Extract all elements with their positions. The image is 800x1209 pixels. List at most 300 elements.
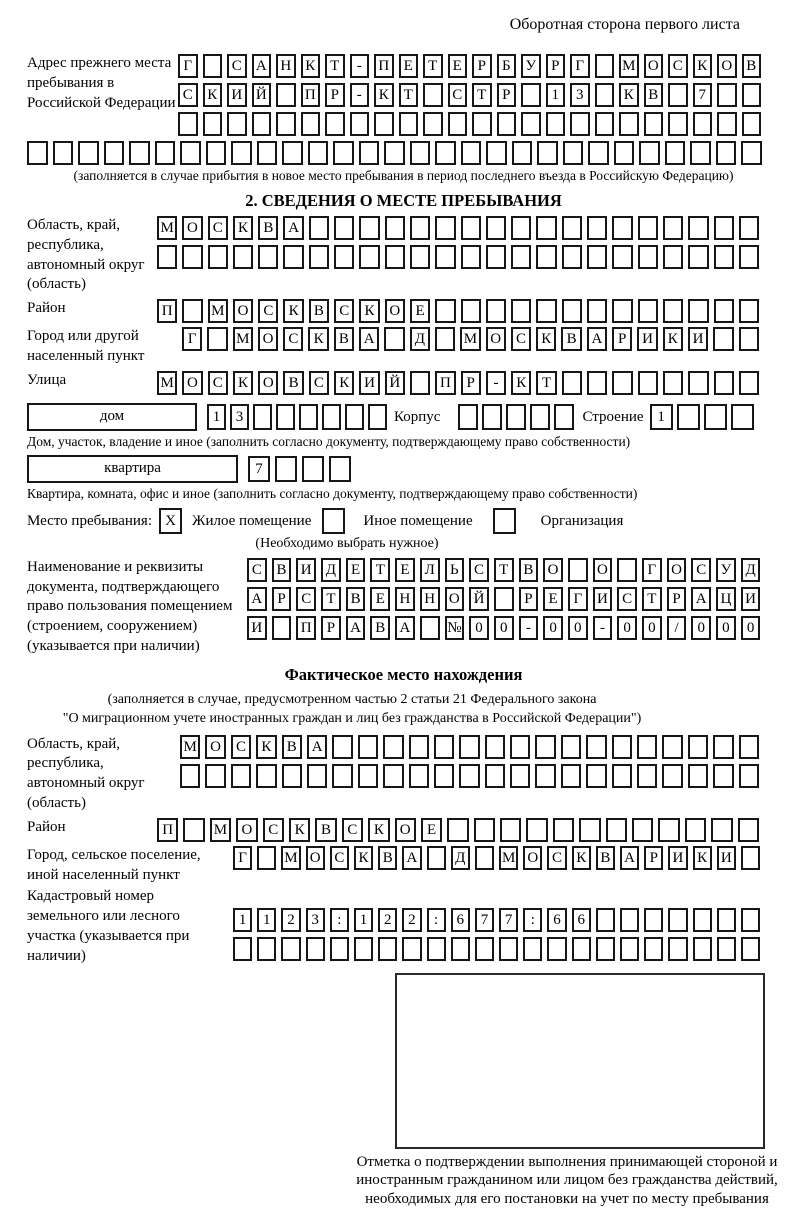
- street-grid: [157, 371, 759, 395]
- prev-address-caption: (заполняется в случае прибытия в новое место пребывания в период последнего въезда в Российскую Федерацию): [73, 168, 734, 183]
- char-cell: [714, 245, 734, 269]
- char-cell: [486, 141, 507, 165]
- char-cell: [359, 141, 380, 165]
- char-cell: [180, 141, 201, 165]
- char-cell: Т: [321, 587, 341, 611]
- char-cell: Е: [543, 587, 563, 611]
- char-cell: 0: [469, 616, 489, 640]
- char-cell: [741, 937, 760, 961]
- actual-district-label: Район: [27, 818, 66, 835]
- confirmation-box: [395, 973, 765, 1149]
- char-cell: [637, 764, 657, 788]
- doc-rights-label: Наименование и реквизиты документа, подтверждающего право пользования помещением (строением, сооружением) (указывается при наличии): [27, 558, 233, 654]
- char-cell: [562, 371, 582, 395]
- char-cell: 6: [451, 908, 470, 932]
- char-cell: [104, 141, 125, 165]
- stay-option-label-inoe: Иное помещение: [363, 512, 473, 529]
- char-cell: [731, 404, 754, 430]
- char-cell: Д: [410, 327, 430, 351]
- char-cell: О: [233, 299, 253, 323]
- char-cell: [205, 764, 225, 788]
- char-cell: [252, 112, 272, 136]
- char-cell: [595, 112, 615, 136]
- char-cell: 0: [494, 616, 514, 640]
- char-cell: М: [157, 216, 177, 240]
- char-cell: [276, 404, 295, 430]
- char-cell: 7: [693, 83, 713, 107]
- char-cell: [693, 112, 713, 136]
- char-cell: В: [334, 327, 354, 351]
- char-cell: Е: [421, 818, 442, 842]
- char-cell: С: [309, 371, 329, 395]
- char-cell: С: [547, 846, 566, 870]
- char-cell: [308, 141, 329, 165]
- prev-address-grid: [178, 54, 761, 136]
- char-cell: [511, 299, 531, 323]
- char-cell: [562, 216, 582, 240]
- char-cell: :: [523, 908, 542, 932]
- char-cell: [497, 112, 517, 136]
- char-cell: [579, 818, 600, 842]
- char-cell: [693, 937, 712, 961]
- char-cell: [739, 735, 759, 759]
- char-cell: [334, 216, 354, 240]
- stay-type-note: (Необходимо выбрать нужное): [255, 535, 439, 551]
- char-cell: М: [281, 846, 300, 870]
- char-cell: В: [309, 299, 329, 323]
- char-cell: [586, 764, 606, 788]
- char-cell: Й: [252, 83, 272, 107]
- char-cell: И: [741, 587, 761, 611]
- char-cell: [459, 764, 479, 788]
- char-cell: [459, 735, 479, 759]
- char-cell: [668, 937, 687, 961]
- char-cell: [663, 371, 683, 395]
- char-cell: [612, 245, 632, 269]
- house-row: [27, 403, 780, 431]
- char-cell: [486, 245, 506, 269]
- char-cell: Т: [472, 83, 492, 107]
- char-cell: А: [395, 616, 415, 640]
- char-cell: О: [486, 327, 506, 351]
- char-cell: С: [511, 327, 531, 351]
- char-cell: [742, 112, 762, 136]
- char-cell: [410, 371, 430, 395]
- char-cell: [612, 371, 632, 395]
- char-cell: [521, 112, 541, 136]
- char-cell: [155, 141, 176, 165]
- char-cell: О: [258, 327, 278, 351]
- district-block: [27, 299, 780, 323]
- char-cell: С: [208, 216, 228, 240]
- char-cell: К: [233, 216, 253, 240]
- char-cell: [461, 299, 481, 323]
- char-cell: [632, 818, 653, 842]
- char-cell: П: [157, 818, 178, 842]
- char-cell: А: [620, 846, 639, 870]
- char-cell: [619, 112, 639, 136]
- char-cell: [332, 764, 352, 788]
- region-row-1: [157, 216, 759, 240]
- doc-rights-row-1: [247, 558, 760, 582]
- city-block: [27, 327, 780, 367]
- char-cell: [461, 216, 481, 240]
- char-cell: 0: [691, 616, 711, 640]
- char-cell: Т: [642, 587, 662, 611]
- char-cell: [233, 245, 253, 269]
- char-cell: [612, 216, 632, 240]
- stay-option-label-org: Организация: [540, 512, 624, 529]
- char-cell: [511, 216, 531, 240]
- char-cell: [208, 245, 228, 269]
- char-cell: [427, 846, 446, 870]
- char-cell: М: [210, 818, 231, 842]
- char-cell: [427, 937, 446, 961]
- char-cell: [711, 818, 732, 842]
- char-cell: О: [445, 587, 465, 611]
- char-cell: К: [233, 371, 253, 395]
- char-cell: С: [668, 54, 688, 78]
- char-cell: 0: [642, 616, 662, 640]
- char-cell: [644, 112, 664, 136]
- char-cell: [521, 83, 541, 107]
- char-cell: [572, 937, 591, 961]
- cadastral-block: [27, 887, 780, 966]
- char-cell: О: [593, 558, 613, 582]
- char-cell: Й: [469, 587, 489, 611]
- char-cell: Г: [568, 587, 588, 611]
- char-cell: [309, 216, 329, 240]
- char-cell: Т: [494, 558, 514, 582]
- char-cell: Ц: [716, 587, 736, 611]
- char-cell: В: [596, 846, 615, 870]
- char-cell: С: [178, 83, 198, 107]
- char-cell: №: [445, 616, 465, 640]
- char-cell: [688, 299, 708, 323]
- char-cell: А: [402, 846, 421, 870]
- cadastral-grid: [233, 887, 760, 961]
- char-cell: [688, 764, 708, 788]
- char-cell: [677, 404, 700, 430]
- char-cell: [663, 245, 683, 269]
- char-cell: [384, 141, 405, 165]
- char-cell: [257, 141, 278, 165]
- char-cell: -: [350, 54, 370, 78]
- char-cell: Р: [497, 83, 517, 107]
- section2-title: 2. СВЕДЕНИЯ О МЕСТЕ ПРЕБЫВАНИЯ: [245, 191, 562, 210]
- char-cell: С: [691, 558, 711, 582]
- char-cell: [506, 404, 526, 430]
- char-cell: [53, 141, 74, 165]
- char-cell: [253, 404, 272, 430]
- char-cell: [595, 83, 615, 107]
- char-cell: Г: [178, 54, 198, 78]
- char-cell: П: [296, 616, 316, 640]
- char-cell: [741, 908, 760, 932]
- char-cell: [447, 818, 468, 842]
- char-cell: 2: [378, 908, 397, 932]
- char-cell: 3: [570, 83, 590, 107]
- char-cell: В: [378, 846, 397, 870]
- district-label: Район: [27, 300, 66, 317]
- char-cell: [203, 112, 223, 136]
- char-cell: [562, 245, 582, 269]
- char-cell: 3: [306, 908, 325, 932]
- apartment-caption: Квартира, комната, офис и иное (заполнить согласно документу, подтверждающему право собственности): [27, 485, 638, 501]
- cadastral-label: Кадастровый номер земельного или лесного участка (указывается при наличии): [27, 888, 190, 964]
- char-cell: [178, 112, 198, 136]
- char-cell: И: [688, 327, 708, 351]
- char-cell: [739, 299, 759, 323]
- char-cell: Р: [667, 587, 687, 611]
- char-cell: [233, 937, 252, 961]
- char-cell: И: [296, 558, 316, 582]
- char-cell: [474, 818, 495, 842]
- char-cell: [494, 587, 514, 611]
- char-cell: [307, 764, 327, 788]
- char-cell: [275, 456, 297, 482]
- char-cell: В: [370, 616, 390, 640]
- page-header-note: Оборотная сторона первого листа: [509, 16, 740, 33]
- char-cell: П: [301, 83, 321, 107]
- char-cell: [665, 141, 686, 165]
- char-cell: Т: [399, 83, 419, 107]
- char-cell: 1: [207, 404, 226, 430]
- char-cell: [182, 299, 202, 323]
- char-cell: [561, 764, 581, 788]
- char-cell: [739, 764, 759, 788]
- char-cell: И: [359, 371, 379, 395]
- char-cell: [485, 735, 505, 759]
- char-cell: [587, 216, 607, 240]
- char-cell: П: [374, 54, 394, 78]
- char-cell: [448, 112, 468, 136]
- char-cell: О: [385, 299, 405, 323]
- char-cell: [714, 216, 734, 240]
- prev-address-row-2: [178, 83, 761, 107]
- actual-location-title: Фактическое место нахождения: [284, 664, 523, 684]
- district-grid: [157, 299, 759, 323]
- char-cell: [435, 299, 455, 323]
- char-cell: [309, 245, 329, 269]
- char-cell: [410, 245, 430, 269]
- char-cell: 0: [716, 616, 736, 640]
- street-block: [27, 371, 780, 395]
- char-cell: [378, 937, 397, 961]
- char-cell: [231, 764, 251, 788]
- char-cell: [588, 141, 609, 165]
- char-cell: А: [359, 327, 379, 351]
- char-cell: [693, 908, 712, 932]
- char-cell: Р: [272, 587, 292, 611]
- char-cell: Д: [741, 558, 761, 582]
- char-cell: [282, 764, 302, 788]
- char-cell: /: [667, 616, 687, 640]
- char-cell: К: [203, 83, 223, 107]
- char-cell: [570, 112, 590, 136]
- char-cell: А: [252, 54, 272, 78]
- char-cell: [322, 404, 341, 430]
- char-cell: [739, 371, 759, 395]
- char-cell: [383, 735, 403, 759]
- char-cell: 1: [650, 404, 673, 430]
- char-cell: К: [572, 846, 591, 870]
- char-cell: 7: [499, 908, 518, 932]
- char-cell: [595, 54, 615, 78]
- char-cell: [688, 735, 708, 759]
- char-cell: [486, 216, 506, 240]
- char-cell: [423, 83, 443, 107]
- stroenie-label: Строение: [582, 408, 644, 425]
- prev-address-label: Адрес прежнего места пребывания в Российской Федерации: [27, 55, 176, 111]
- char-cell: [227, 112, 247, 136]
- char-cell: [614, 141, 635, 165]
- stay-option-label-zhiloe: Жилое помещение: [192, 512, 312, 529]
- char-cell: [587, 245, 607, 269]
- char-cell: [384, 327, 404, 351]
- char-cell: [739, 245, 759, 269]
- char-cell: Т: [536, 371, 556, 395]
- char-cell: [536, 216, 556, 240]
- char-cell: [606, 818, 627, 842]
- char-cell: С: [296, 587, 316, 611]
- char-cell: [739, 216, 759, 240]
- char-cell: [717, 83, 737, 107]
- char-cell: -: [350, 83, 370, 107]
- doc-rights-grid: [247, 558, 760, 640]
- char-cell: [688, 371, 708, 395]
- char-cell: В: [272, 558, 292, 582]
- char-cell: В: [561, 327, 581, 351]
- korpus-grid: [458, 404, 574, 430]
- char-cell: И: [247, 616, 267, 640]
- char-cell: [713, 764, 733, 788]
- char-cell: [553, 818, 574, 842]
- char-cell: К: [374, 83, 394, 107]
- char-cell: А: [587, 327, 607, 351]
- char-cell: [435, 327, 455, 351]
- char-cell: [620, 908, 639, 932]
- char-cell: [486, 299, 506, 323]
- char-cell: О: [182, 371, 202, 395]
- char-cell: [402, 937, 421, 961]
- char-cell: В: [346, 587, 366, 611]
- char-cell: Т: [370, 558, 390, 582]
- char-cell: [434, 764, 454, 788]
- char-cell: [302, 456, 324, 482]
- korpus-label: Корпус: [394, 408, 441, 425]
- char-cell: К: [693, 54, 713, 78]
- actual-region-label: Область, край, республика, автономный округ (область): [27, 735, 145, 811]
- char-cell: [554, 404, 574, 430]
- char-cell: [157, 245, 177, 269]
- char-cell: К: [368, 818, 389, 842]
- char-cell: [596, 908, 615, 932]
- char-cell: [587, 371, 607, 395]
- char-cell: [741, 141, 762, 165]
- char-cell: 7: [248, 456, 270, 482]
- char-cell: Т: [423, 54, 443, 78]
- char-cell: [563, 141, 584, 165]
- char-cell: [458, 404, 478, 430]
- char-cell: [325, 112, 345, 136]
- char-cell: [256, 764, 276, 788]
- char-cell: К: [283, 299, 303, 323]
- char-cell: Р: [325, 83, 345, 107]
- char-cell: Р: [644, 846, 663, 870]
- char-cell: [461, 245, 481, 269]
- char-cell: [276, 112, 296, 136]
- char-cell: Р: [321, 616, 341, 640]
- char-cell: К: [619, 83, 639, 107]
- char-cell: [358, 764, 378, 788]
- char-cell: [475, 846, 494, 870]
- char-cell: С: [231, 735, 251, 759]
- char-cell: [644, 937, 663, 961]
- char-cell: [537, 141, 558, 165]
- char-cell: 1: [233, 908, 252, 932]
- char-cell: [475, 937, 494, 961]
- char-cell: Р: [546, 54, 566, 78]
- prev-address-row-1: [178, 54, 761, 78]
- char-cell: Ь: [445, 558, 465, 582]
- char-cell: О: [523, 846, 542, 870]
- char-cell: О: [543, 558, 563, 582]
- char-cell: С: [469, 558, 489, 582]
- actual-city-grid: [233, 846, 760, 870]
- char-cell: [638, 245, 658, 269]
- char-cell: [510, 764, 530, 788]
- char-cell: [717, 937, 736, 961]
- char-cell: Е: [395, 558, 415, 582]
- house-caption: Дом, участок, владение и иное (заполнить согласно документу, подтверждающему право собственности): [27, 433, 631, 449]
- char-cell: Е: [399, 54, 419, 78]
- char-cell: [207, 327, 227, 351]
- char-cell: [299, 404, 318, 430]
- char-cell: [329, 456, 351, 482]
- char-cell: [644, 908, 663, 932]
- char-cell: С: [342, 818, 363, 842]
- char-cell: О: [717, 54, 737, 78]
- char-cell: [330, 937, 349, 961]
- char-cell: М: [233, 327, 253, 351]
- char-cell: [78, 141, 99, 165]
- char-cell: К: [693, 846, 712, 870]
- char-cell: [27, 141, 48, 165]
- char-cell: [742, 83, 762, 107]
- char-cell: 3: [230, 404, 249, 430]
- char-cell: Б: [497, 54, 517, 78]
- char-cell: [663, 216, 683, 240]
- char-cell: [716, 141, 737, 165]
- char-cell: [536, 245, 556, 269]
- char-cell: [530, 404, 550, 430]
- char-cell: [739, 327, 759, 351]
- char-cell: [499, 937, 518, 961]
- char-cell: [409, 764, 429, 788]
- char-cell: [435, 141, 456, 165]
- char-cell: 6: [572, 908, 591, 932]
- char-cell: Д: [321, 558, 341, 582]
- house-name-box: дом: [27, 403, 197, 431]
- char-cell: К: [354, 846, 373, 870]
- char-cell: [717, 908, 736, 932]
- char-cell: [612, 764, 632, 788]
- char-cell: [637, 735, 657, 759]
- char-cell: В: [644, 83, 664, 107]
- char-cell: [561, 735, 581, 759]
- stay-checkbox-inoe: [322, 508, 345, 534]
